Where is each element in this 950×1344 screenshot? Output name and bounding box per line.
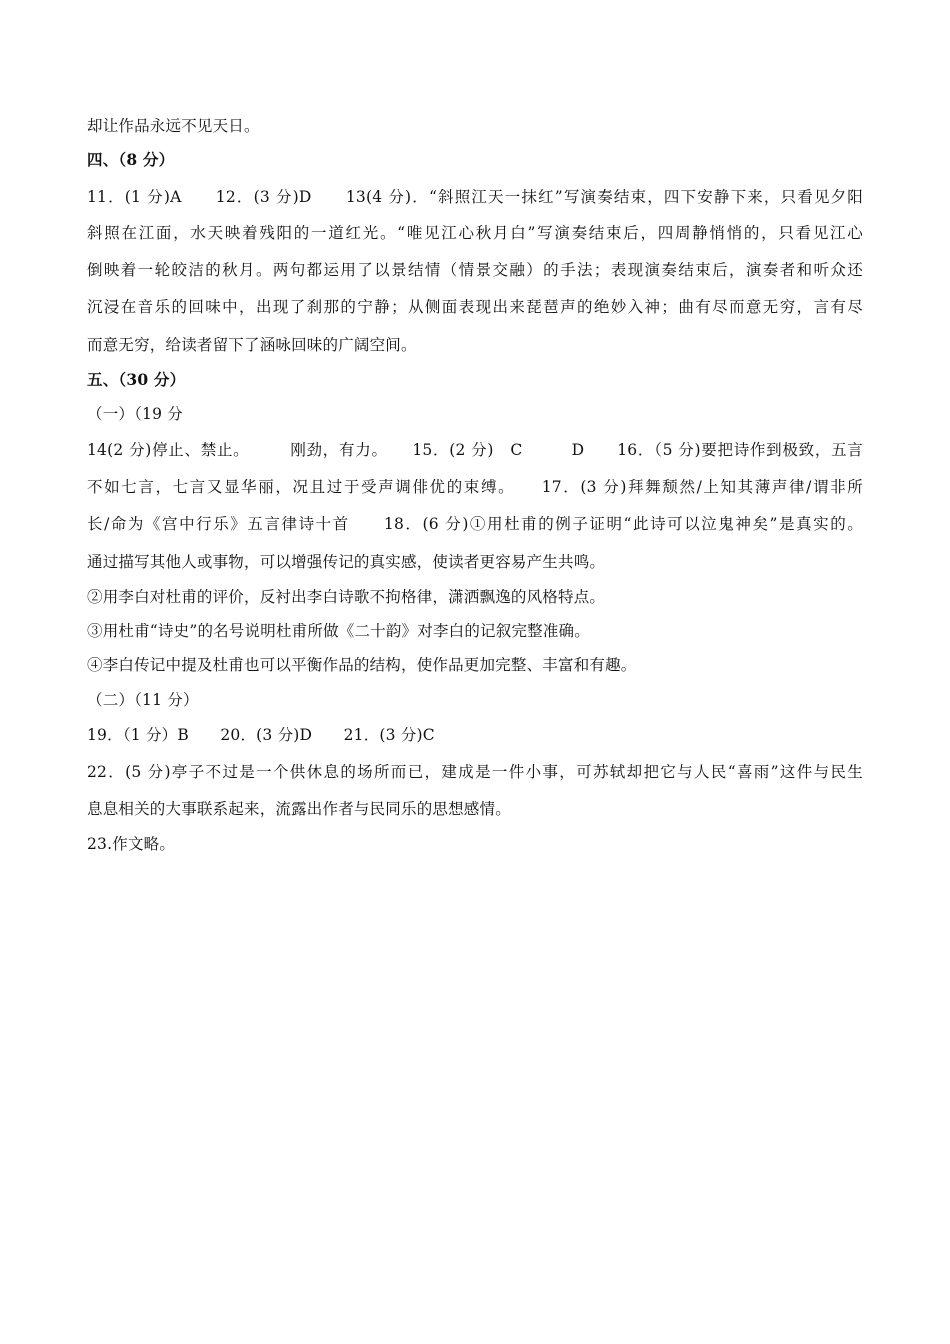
answer-22-line-2: 息息相关的大事联系起来，流露出作者与民同乐的思想感情。: [87, 800, 511, 818]
answer-18-point-2: ②用李白对杜甫的评价，反衬出李白诗歌不拘格律，潇洒飘逸的风格特点。: [87, 588, 606, 606]
answer-23: 23.作文略。: [87, 835, 176, 853]
answer-13-line-4: 沉浸在音乐的回味中，出现了刹那的宁静；从侧面表现出来琵琶声的绝妙入神；曲有尽而意无穷，言有尽: [87, 298, 863, 316]
answer-22-line-1: 22．(5 分)亭子不过是一个供休息的场所而已，建成是一件小事，可苏轼却把它与人民“喜雨”这件与民生: [87, 763, 863, 781]
answer-13-line-3: 倒映着一轮皎洁的秋月。两句都运用了以景结情（情景交融）的手法；表现演奏结束后，演奏者和听众还: [87, 261, 863, 279]
section-heading-five: 五、（30 分）: [87, 370, 186, 389]
answer-16-17-line-2: 不如七言，七言又显华丽，况且过于受声调俳优的束缚。 17．(3 分)拜舞颓然/上知其薄声律/谓非所: [87, 478, 863, 496]
answer-18-point-3: ③用杜甫“诗史”的名号说明杜甫所做《二十韵》对李白的记叙完整准确。: [87, 622, 590, 640]
answer-18-point-4: ④李白传记中提及杜甫也可以平衡作品的结构，使作品更加完整、丰富和有趣。: [87, 656, 637, 674]
answer-13-line-5: 而意无穷，给读者留下了涵咏回味的广阔空间。: [87, 336, 417, 354]
answer-17-18-line-3: 长/命为《宫中行乐》五言律诗十首 18．(6 分)①用杜甫的例子证明“此诗可以泣鬼神矣”是真实的。: [87, 515, 863, 533]
answer-19-21: 19．（1 分）B 20．(3 分)D 21．(3 分)C: [87, 726, 435, 744]
answer-13-line-2: 斜照在江面，水天映着残阳的一道红光。“唯见江心秋月白”写演奏结束后，四周静悄悄的，只看见江心: [87, 224, 863, 242]
answer-11-13-line-1: 11．(1 分)A 12．(3 分)D 13(4 分)．“斜照江天一抹红”写演奏结束，四下安静下来，只看见夕阳: [87, 188, 863, 206]
section-heading-four: 四、（8 分）: [87, 150, 175, 169]
answer-14-16-line-1: 14(2 分)停止、禁止。 刚劲，有力。 15．(2 分) C D 16．（5 分)要把诗作到极致，五言: [87, 441, 863, 459]
text-line-continuation: 却让作品永远不见天日。: [87, 117, 260, 135]
subsection-heading-one: （一）（19 分: [87, 405, 184, 423]
subsection-heading-two: （二）（11 分）: [87, 691, 199, 709]
answer-18-explanation: 通过描写其他人或事物，可以增强传记的真实感，使读者更容易产生共鸣。: [87, 553, 606, 571]
